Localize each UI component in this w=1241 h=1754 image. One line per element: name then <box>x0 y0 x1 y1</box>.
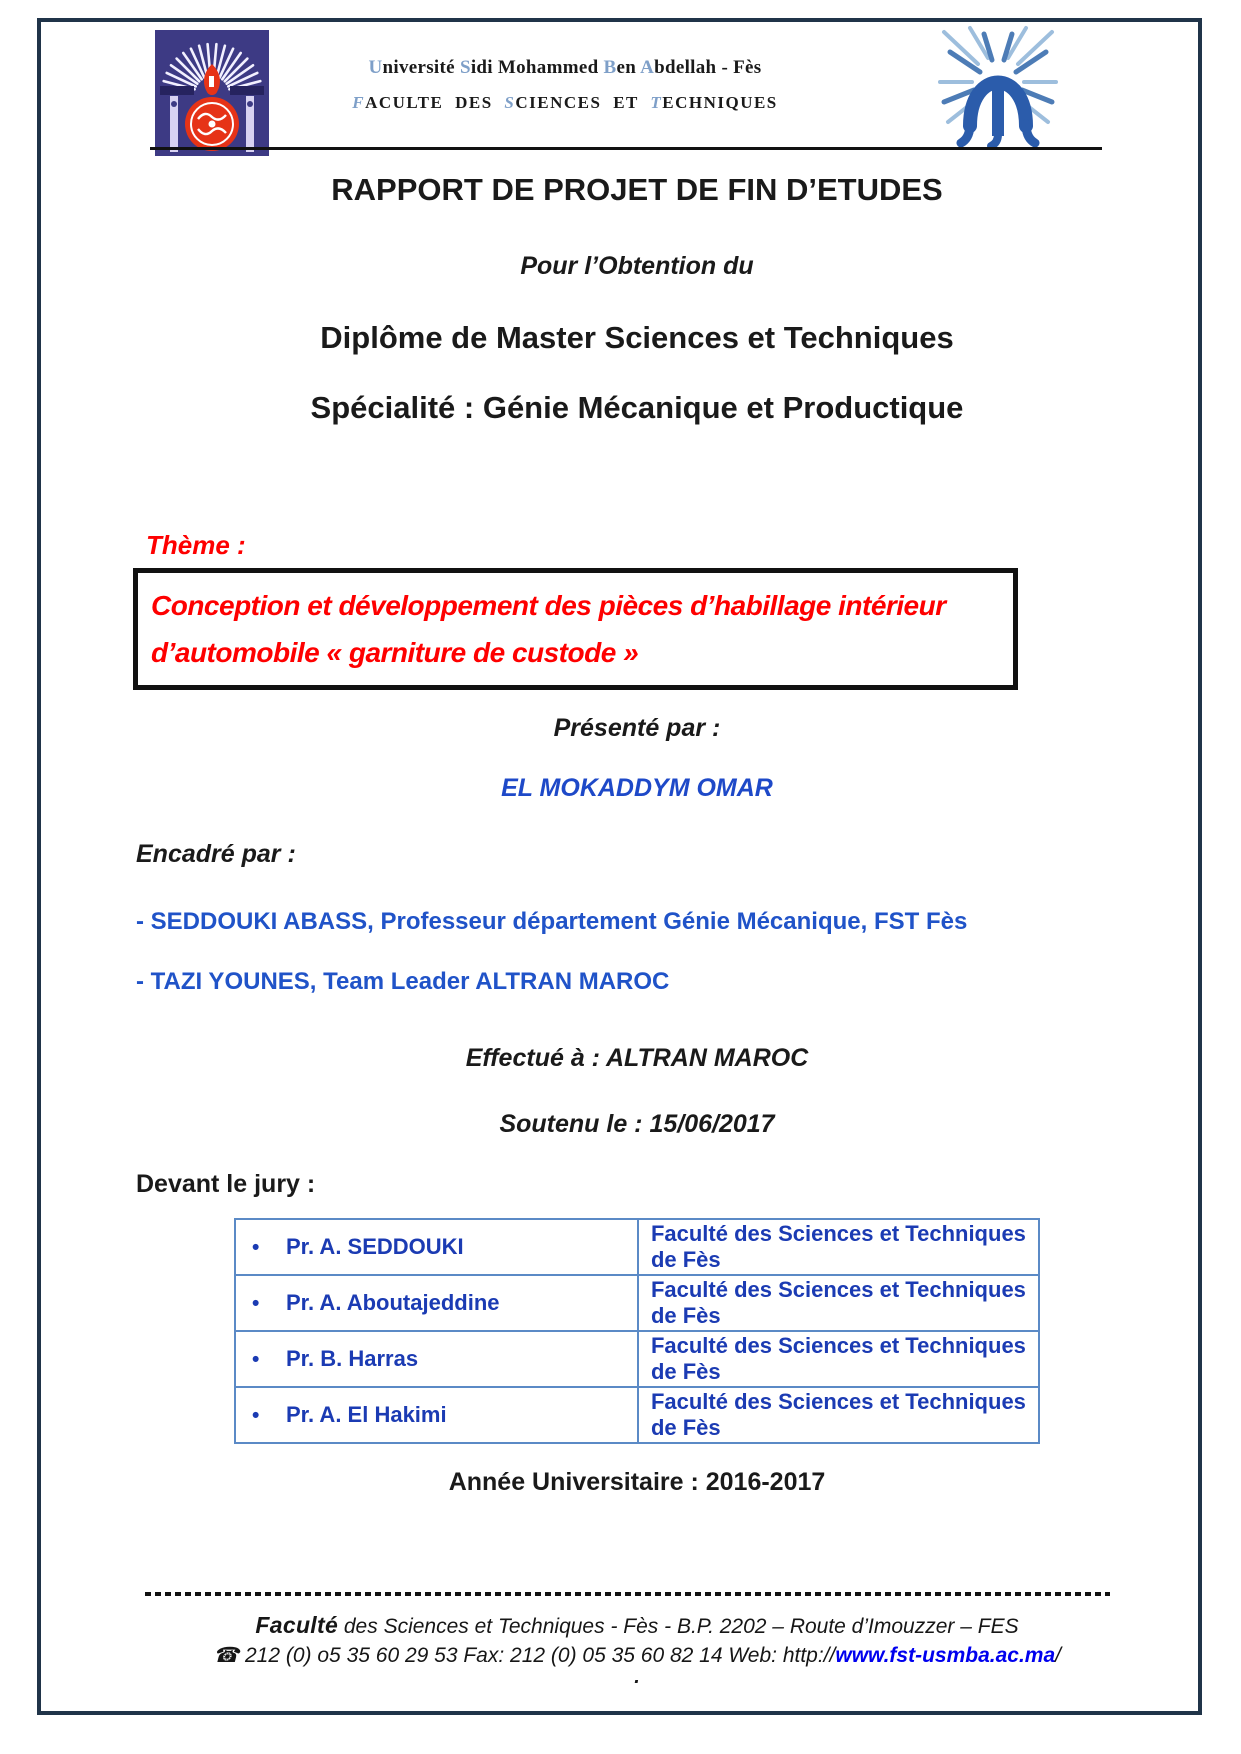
jury-member-name: Pr. A. Aboutajeddine <box>286 1290 500 1315</box>
bullet-icon: • <box>252 1292 260 1315</box>
footer-contact-line <box>95 1643 1179 1668</box>
footer-address-line <box>95 1612 1179 1639</box>
stray-mark: . <box>634 1666 640 1688</box>
accent-letter: F <box>352 93 366 112</box>
text-segment: bdellah - Fès <box>654 57 762 78</box>
text-segment: idi Mohammed <box>470 57 604 78</box>
theme-title-box <box>133 568 1018 690</box>
university-name <box>285 50 845 85</box>
for-obtention-subtitle: Pour l’Obtention du <box>520 252 754 280</box>
accent-letter: S <box>459 57 471 78</box>
header-divider-line <box>150 147 1102 150</box>
theme-title: Conception et développement des pièces d’habillage intérieur d’automobile « garniture de custode » <box>151 590 946 668</box>
header-institution-text <box>285 50 845 120</box>
supervised-by-label: Encadré par : <box>136 840 296 868</box>
text-segment: CIENCES ET <box>515 93 651 112</box>
jury-name-cell <box>235 1275 638 1331</box>
presented-by-label: Présenté par : <box>553 714 721 742</box>
table-row <box>235 1275 1039 1331</box>
performed-at: Effectué à : ALTRAN MAROC <box>465 1044 809 1072</box>
accent-letter: U <box>368 57 383 78</box>
phone-icon: ☎ <box>213 1644 240 1667</box>
usmba-university-logo <box>155 30 269 156</box>
accent-letter: B <box>603 57 617 78</box>
jury-name-cell <box>235 1331 638 1387</box>
text-segment: ECHNIQUES <box>662 93 778 112</box>
table-row <box>235 1331 1039 1387</box>
diploma-title: Diplôme de Master Sciences et Techniques <box>320 320 954 355</box>
jury-member-name: Pr. A. SEDDOUKI <box>286 1234 464 1259</box>
jury-member-name: Pr. B. Harras <box>286 1346 419 1371</box>
text-segment: niversité <box>382 57 460 78</box>
jury-name-cell <box>235 1387 638 1443</box>
university-emblem-icon <box>155 30 269 156</box>
jury-affiliation-cell: Faculté des Sciences et Techniques de Fès <box>638 1331 1039 1387</box>
fst-fes-logo <box>936 24 1060 152</box>
student-name: EL MOKADDYM OMAR <box>501 774 773 802</box>
accent-letter: A <box>640 57 655 78</box>
jury-member-name: Pr. A. El Hakimi <box>286 1402 447 1427</box>
accent-letter: T <box>650 93 663 112</box>
footer-address-text: des Sciences et Techniques - Fès - B.P. 2202 – Route d’Imouzzer – FES <box>338 1615 1019 1638</box>
supervisor-item: - SEDDOUKI ABASS, Professeur département Génie Mécanique, FST Fès <box>136 908 968 935</box>
footer-link-suffix: / <box>1055 1644 1061 1667</box>
jury-label: Devant le jury : <box>136 1170 316 1198</box>
theme-label: Thème : <box>146 530 246 560</box>
defense-date: Soutenu le : 15/06/2017 <box>499 1110 775 1138</box>
text-segment: en <box>616 57 641 78</box>
jury-affiliation-cell: Faculté des Sciences et Techniques de Fès <box>638 1387 1039 1443</box>
bullet-icon: • <box>252 1236 260 1259</box>
footer-phone-text: 212 (0) o5 35 60 29 53 Fax: 212 (0) 05 35 60 82 14 Web: http:// <box>239 1644 836 1667</box>
academic-year: Année Universitaire : 2016-2017 <box>448 1468 826 1496</box>
faculty-name <box>285 85 845 120</box>
table-row <box>235 1387 1039 1443</box>
footer-faculty-word: Faculté <box>255 1612 339 1638</box>
footer-divider-dashed <box>145 1592 1110 1596</box>
jury-name-cell <box>235 1219 638 1275</box>
table-row <box>235 1219 1039 1275</box>
bullet-icon: • <box>252 1348 260 1371</box>
supervisor-item: - TAZI YOUNES, Team Leader ALTRAN MAROC <box>136 968 670 995</box>
text-segment: ACULTE DES <box>365 93 505 112</box>
jury-affiliation-cell: Faculté des Sciences et Techniques de Fès <box>638 1275 1039 1331</box>
specialty-title: Spécialité : Génie Mécanique et Productique <box>310 390 964 425</box>
report-title: RAPPORT DE PROJET DE FIN D’ETUDES <box>331 172 943 207</box>
fst-emblem-icon <box>936 24 1060 152</box>
website-link[interactable]: www.fst-usmba.ac.ma <box>835 1644 1056 1667</box>
accent-letter: S <box>504 93 516 112</box>
bullet-icon: • <box>252 1404 260 1427</box>
jury-table <box>234 1218 1040 1444</box>
jury-affiliation-cell: Faculté des Sciences et Techniques de Fès <box>638 1219 1039 1275</box>
